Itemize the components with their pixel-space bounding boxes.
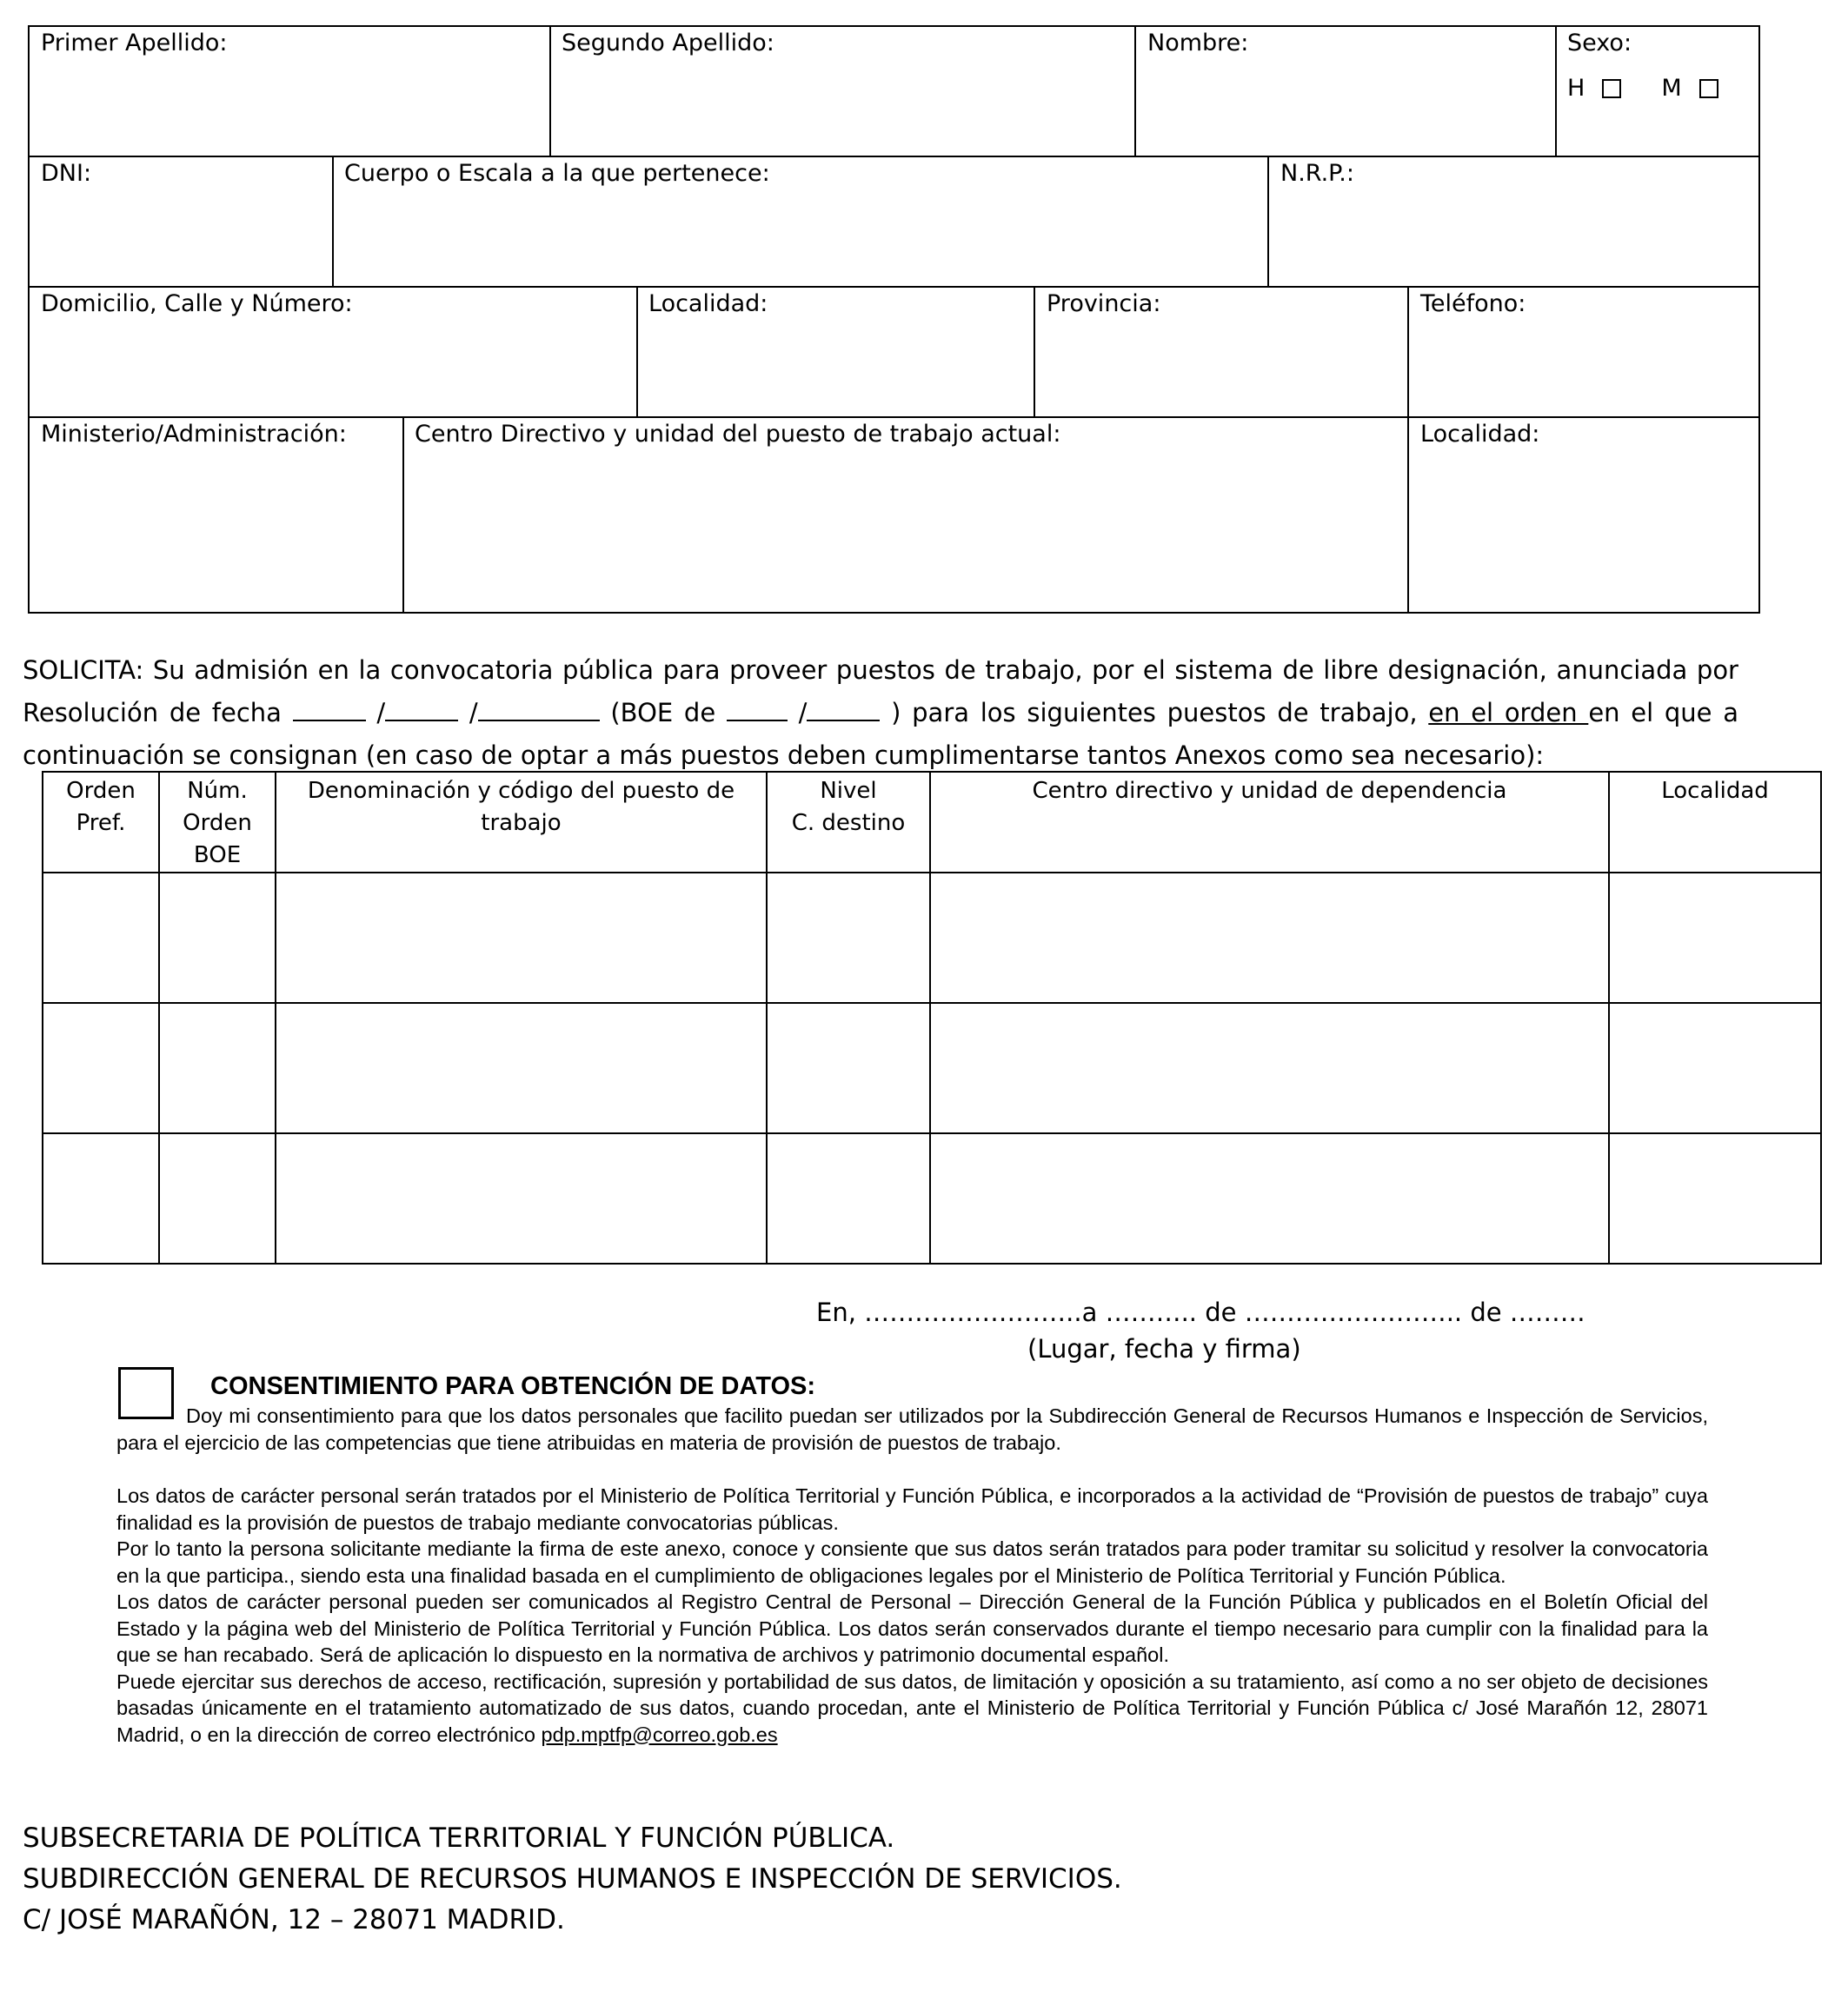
localidad-actual-field[interactable]: Localidad: [1420, 421, 1540, 448]
table-cell[interactable] [930, 1003, 1609, 1133]
sexo-h-checkbox[interactable] [1602, 79, 1621, 98]
legal-paragraph: Puede ejercitar sus derechos de acceso, rectificación, supresión y portabilidad de sus datos, de limitación y oposición a su tratamiento, así como a no ser objeto de decisiones basadas únicamente en el tratamiento automatizado de sus datos, cuando procedan, ante el Ministerio de Política Territorial y Función Pública c/ José Marañón 12, 28071 Madrid, o en la dirección de correo electrónico pdp.mptfp@correo.gob.es [116, 1670, 1708, 1746]
nombre-field[interactable]: Nombre: [1147, 30, 1249, 56]
table-cell[interactable] [1609, 873, 1821, 1003]
footer-line: C/ JOSÉ MARAÑÓN, 12 – 28071 MADRID. [23, 1904, 565, 1935]
table-cell[interactable] [43, 1133, 159, 1264]
table-cell[interactable] [276, 873, 767, 1003]
table-cell[interactable] [767, 1003, 930, 1133]
ministerio-field[interactable]: Ministerio/Administración: [41, 421, 347, 448]
table-cell[interactable] [767, 873, 930, 1003]
signature-caption: (Lugar, fecha y firma) [1027, 1334, 1301, 1364]
sexo-label: Sexo: [1567, 30, 1632, 56]
footer-line: SUBSECRETARIA DE POLÍTICA TERRITORIAL Y FUNCIÓN PÚBLICA. [23, 1822, 895, 1854]
table-cell[interactable] [43, 873, 159, 1003]
domicilio-field[interactable]: Domicilio, Calle y Número: [41, 290, 353, 317]
col-divider [636, 286, 638, 418]
legal-paragraph: Por lo tanto la persona solicitante mediante la firma de este anexo, conoce y consiente que sus datos serán tratados para poder tramitar su solicitud y resolver la convocatoria en la que participa., siendo esta una finalidad basada en el cumplimiento de obligaciones legales por el Ministerio de Política Territorial y Función Pública. [116, 1537, 1708, 1587]
telefono-field[interactable]: Teléfono: [1420, 290, 1526, 317]
row-divider [28, 286, 1760, 288]
legal-paragraph: Los datos de carácter personal serán tratados por el Ministerio de Política Territorial y Función Pública, e incorporados a la actividad de “Provisión de puestos de trabajo” cuya finalidad es la provisión de puestos de trabajo mediante convocatorias públicas. [116, 1484, 1708, 1534]
primer-apellido-field[interactable]: Primer Apellido: [41, 30, 228, 56]
table-cell[interactable] [276, 1133, 767, 1264]
legal-paragraph: Los datos de carácter personal pueden ser comunicados al Registro Central de Personal – Dirección General de la Función Pública y publicados en el Boletín Oficial del Estado y la página web del Ministerio de Política Territorial y Función Pública. Los datos serán conservados durante el tiempo necesario para cumplir con la finalidad para la que se han recabado. Será de aplicación lo dispuesto en la normativa de archivos y patrimonio documental español. [116, 1590, 1708, 1666]
form-border [28, 25, 30, 614]
col-divider [402, 416, 404, 614]
segundo-apellido-field[interactable]: Segundo Apellido: [562, 30, 774, 56]
col-divider [549, 25, 551, 157]
col-divider [1034, 286, 1035, 418]
email-link[interactable]: pdp.mptfp@correo.gob.es [541, 1723, 778, 1746]
footer-line: SUBDIRECCIÓN GENERAL DE RECURSOS HUMANOS E INSPECCIÓN DE SERVICIOS. [23, 1863, 1122, 1895]
date-day-blank[interactable] [293, 699, 366, 721]
col-orden-pref: Orden Pref. [43, 772, 159, 873]
table-cell[interactable] [1609, 1133, 1821, 1264]
col-divider [1555, 25, 1557, 157]
provincia-field[interactable]: Provincia: [1047, 290, 1161, 317]
consent-title: CONSENTIMIENTO PARA OBTENCIÓN DE DATOS: [210, 1372, 816, 1400]
consent-text: Doy mi consentimiento para que los datos personales que facilito puedan ser utilizados por la Subdirección General de Recursos Humanos e Inspección de Servicios, para el ejercicio de las competencias que tiene atribuidas en materia de provisión de puestos de trabajo. [116, 1404, 1708, 1454]
table-cell[interactable] [930, 873, 1609, 1003]
legal-notice [116, 1483, 1708, 1748]
col-divider [1267, 156, 1269, 288]
form-border [1758, 25, 1760, 614]
footer-address [23, 1818, 1122, 1941]
sexo-m-label: M [1661, 75, 1682, 102]
cuerpo-field[interactable]: Cuerpo o Escala a la que pertenece: [344, 160, 770, 187]
col-divider [332, 156, 334, 288]
col-divider [1134, 25, 1136, 157]
table-cell[interactable] [159, 1133, 276, 1264]
dni-field[interactable]: DNI: [41, 160, 92, 187]
table-cell[interactable] [159, 873, 276, 1003]
col-divider [1407, 286, 1409, 418]
boe-day-blank[interactable] [727, 699, 788, 721]
boe-month-blank[interactable] [807, 699, 880, 721]
date-month-blank[interactable] [385, 699, 458, 721]
table-cell[interactable] [930, 1133, 1609, 1264]
sexo-options [1567, 75, 1718, 102]
row-divider [28, 156, 1760, 157]
table-cell[interactable] [1609, 1003, 1821, 1133]
sexo-h-label: H [1567, 75, 1585, 102]
form-border [28, 25, 1760, 27]
table-cell[interactable] [43, 1003, 159, 1133]
date-year-blank[interactable] [478, 699, 600, 721]
sexo-m-checkbox[interactable] [1699, 79, 1718, 98]
col-num-orden-boe: Núm. Orden BOE [159, 772, 276, 873]
col-denominacion: Denominación y código del puesto de trabajo [276, 772, 767, 873]
table-cell[interactable] [159, 1003, 276, 1133]
col-localidad: Localidad [1609, 772, 1821, 873]
col-centro-directivo: Centro directivo y unidad de dependencia [930, 772, 1609, 873]
table-header-row [43, 772, 1821, 873]
localidad-field[interactable]: Localidad: [648, 290, 768, 317]
table-row [43, 873, 1821, 1003]
table-row [43, 1133, 1821, 1264]
signature-line[interactable]: En, ……………………..a ……….. de …………………….. de ……… [816, 1298, 1585, 1327]
col-nivel: Nivel C. destino [767, 772, 930, 873]
positions-table [42, 771, 1822, 1265]
table-cell[interactable] [767, 1133, 930, 1264]
row-divider [28, 416, 1760, 418]
nrp-field[interactable]: N.R.P.: [1280, 160, 1354, 187]
centro-directivo-field[interactable]: Centro Directivo y unidad del puesto de trabajo actual: [415, 421, 1061, 448]
form-border [28, 612, 1760, 614]
col-divider [1407, 416, 1409, 614]
solicita-paragraph: SOLICITA: Su admisión en la convocatoria pública para proveer puestos de trabajo, por el sistema de libre designación, anunciada por Resolución de fecha / / (BOE de / ) para los siguientes puestos de trabajo, en el orden en el que a continuación se consignan (en caso de optar a más puestos deben cumplimentarse tantos Anexos como sea necesario): [23, 655, 1738, 770]
table-row [43, 1003, 1821, 1133]
table-cell[interactable] [276, 1003, 767, 1133]
